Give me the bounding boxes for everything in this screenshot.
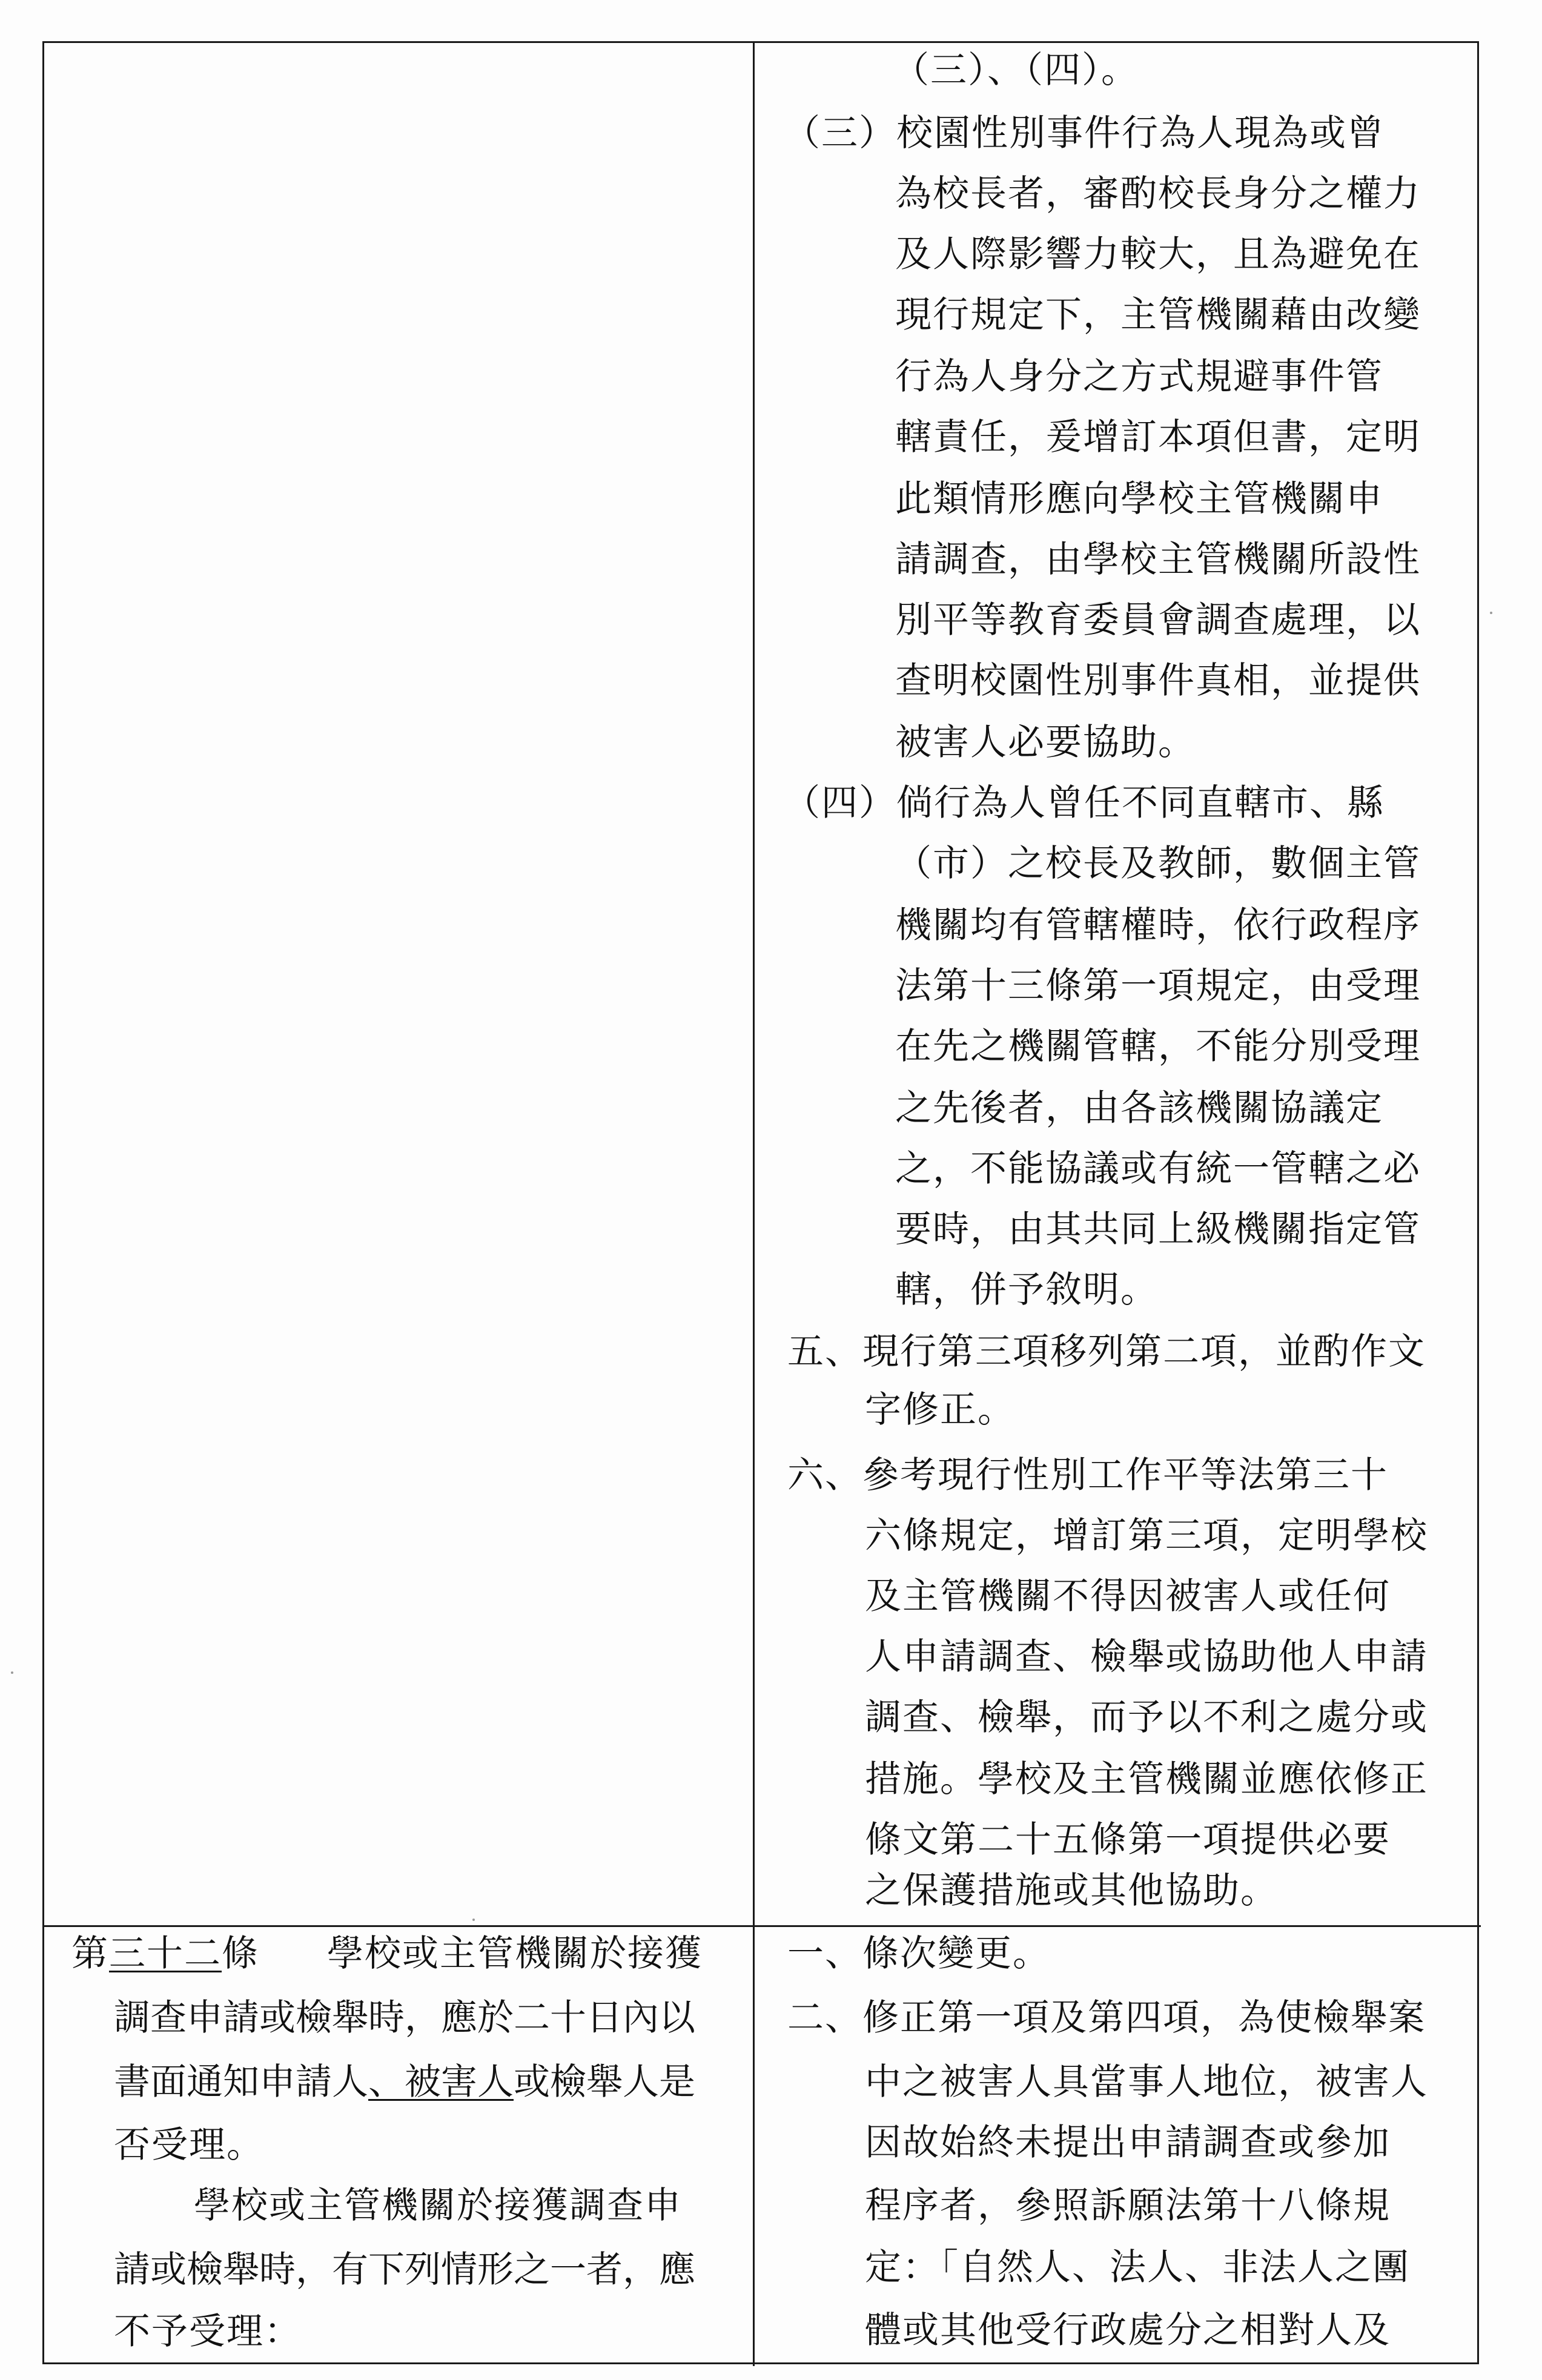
article-text-line: 不予受理： — [114, 2310, 302, 2353]
explanation-line: 轄，併予敘明。 — [895, 1269, 1158, 1311]
explanation-line: 定：「自然人、法人、非法人之團 — [865, 2246, 1410, 2289]
explanation-line: （三）校園性別事件行為人現為或曾 — [784, 112, 1385, 154]
explanation-line: 之先後者，由各該機關協議定 — [895, 1087, 1383, 1129]
explanation-line: 為校長者，審酌校長身分之權力 — [895, 173, 1421, 215]
explanation-line: （三）、（四）。 — [893, 49, 1139, 91]
column-divider — [753, 43, 755, 2366]
explanation-line: 此類情形應向學校主管機關申 — [895, 478, 1383, 520]
article-text-underlined: 、被害人 — [368, 2061, 514, 2103]
scan-speck — [11, 1671, 13, 1674]
explanation-line: （市）之校長及教師，數個主管 — [895, 842, 1421, 885]
article-suffix: 條 — [222, 1932, 259, 1975]
explanation-line: 法第十三條第一項規定，由受理 — [895, 965, 1421, 1007]
article-text-line: 學校或主管機關於接獲 — [327, 1932, 703, 1975]
explanation-line: 中之被害人具當事人地位，被害人 — [865, 2061, 1428, 2103]
explanation-line: 因故始終未提出申請調查或參加 — [865, 2121, 1391, 2164]
article-text-segment: 書面通知申請人 — [114, 2061, 368, 2103]
explanation-line: 機關均有管轄權時，依行政程序 — [895, 904, 1421, 947]
explanation-line: 及主管機關不得因被害人或任何 — [865, 1575, 1391, 1618]
explanation-line: 請調查，由學校主管機關所設性 — [895, 538, 1421, 581]
article-text-line: 學校或主管機關於接獲調查申 — [194, 2184, 682, 2227]
explanation-line: 六、參考現行性別工作平等法第三十 — [787, 1454, 1388, 1496]
article-text-line: 否受理。 — [114, 2124, 264, 2166]
explanation-line: 及人際影響力較大，且為避免在 — [895, 233, 1421, 276]
explanation-line: 要時，由其共同上級機關指定管 — [895, 1208, 1421, 1251]
explanation-line: 調查、檢舉，而予以不利之處分或 — [865, 1696, 1428, 1739]
row-divider — [44, 1925, 1481, 1927]
explanation-line: 行為人身分之方式規避事件管 — [895, 355, 1383, 398]
explanation-line: （四）倘行為人曾任不同直轄市、縣 — [784, 782, 1385, 824]
explanation-line: 轄責任，爰增訂本項但書，定明 — [895, 416, 1421, 458]
explanation-line: 在先之機關管轄，不能分別受理 — [895, 1025, 1421, 1068]
explanation-line: 體或其他受行政處分之相對人及 — [865, 2309, 1391, 2352]
explanation-line: 現行規定下，主管機關藉由改變 — [895, 294, 1421, 336]
explanation-line: 人申請調查、檢舉或協助他人申請 — [865, 1636, 1428, 1678]
article-text-line — [114, 2061, 695, 2103]
scan-speck — [472, 1919, 475, 1921]
explanation-line: 二、修正第一項及第四項，為使檢舉案 — [787, 1997, 1426, 2039]
article-text-segment: 或檢舉人是 — [514, 2061, 695, 2103]
explanation-line: 字修正。 — [865, 1389, 1015, 1431]
explanation-line: 六條規定，增訂第三項，定明學校 — [865, 1515, 1428, 1557]
explanation-line: 一、條次變更。 — [787, 1932, 1050, 1975]
explanation-line: 措施。學校及主管機關並應依修正 — [865, 1758, 1428, 1800]
explanation-line: 程序者，參照訴願法第十八條規 — [865, 2184, 1391, 2227]
explanation-line: 之保護措施或其他協助。 — [865, 1869, 1278, 1912]
explanation-line: 條文第二十五條第一項提供必要 — [865, 1819, 1391, 1861]
article-text-line: 請或檢舉時，有下列情形之一者，應 — [114, 2249, 695, 2291]
article-text-line: 調查申請或檢舉時，應於二十日內以 — [114, 1997, 695, 2039]
explanation-line: 之，不能協議或有統一管轄之必 — [895, 1148, 1421, 1190]
explanation-line: 被害人必要協助。 — [895, 721, 1196, 764]
article-heading — [71, 1932, 259, 1975]
explanation-line: 查明校園性別事件真相，並提供 — [895, 659, 1421, 702]
article-prefix: 第 — [71, 1932, 109, 1975]
explanation-line: 五、現行第三項移列第二項，並酌作文 — [787, 1330, 1426, 1373]
scan-speck — [1490, 612, 1492, 614]
article-number: 三十二 — [109, 1932, 222, 1975]
explanation-line: 別平等教育委員會調查處理，以 — [895, 599, 1421, 641]
